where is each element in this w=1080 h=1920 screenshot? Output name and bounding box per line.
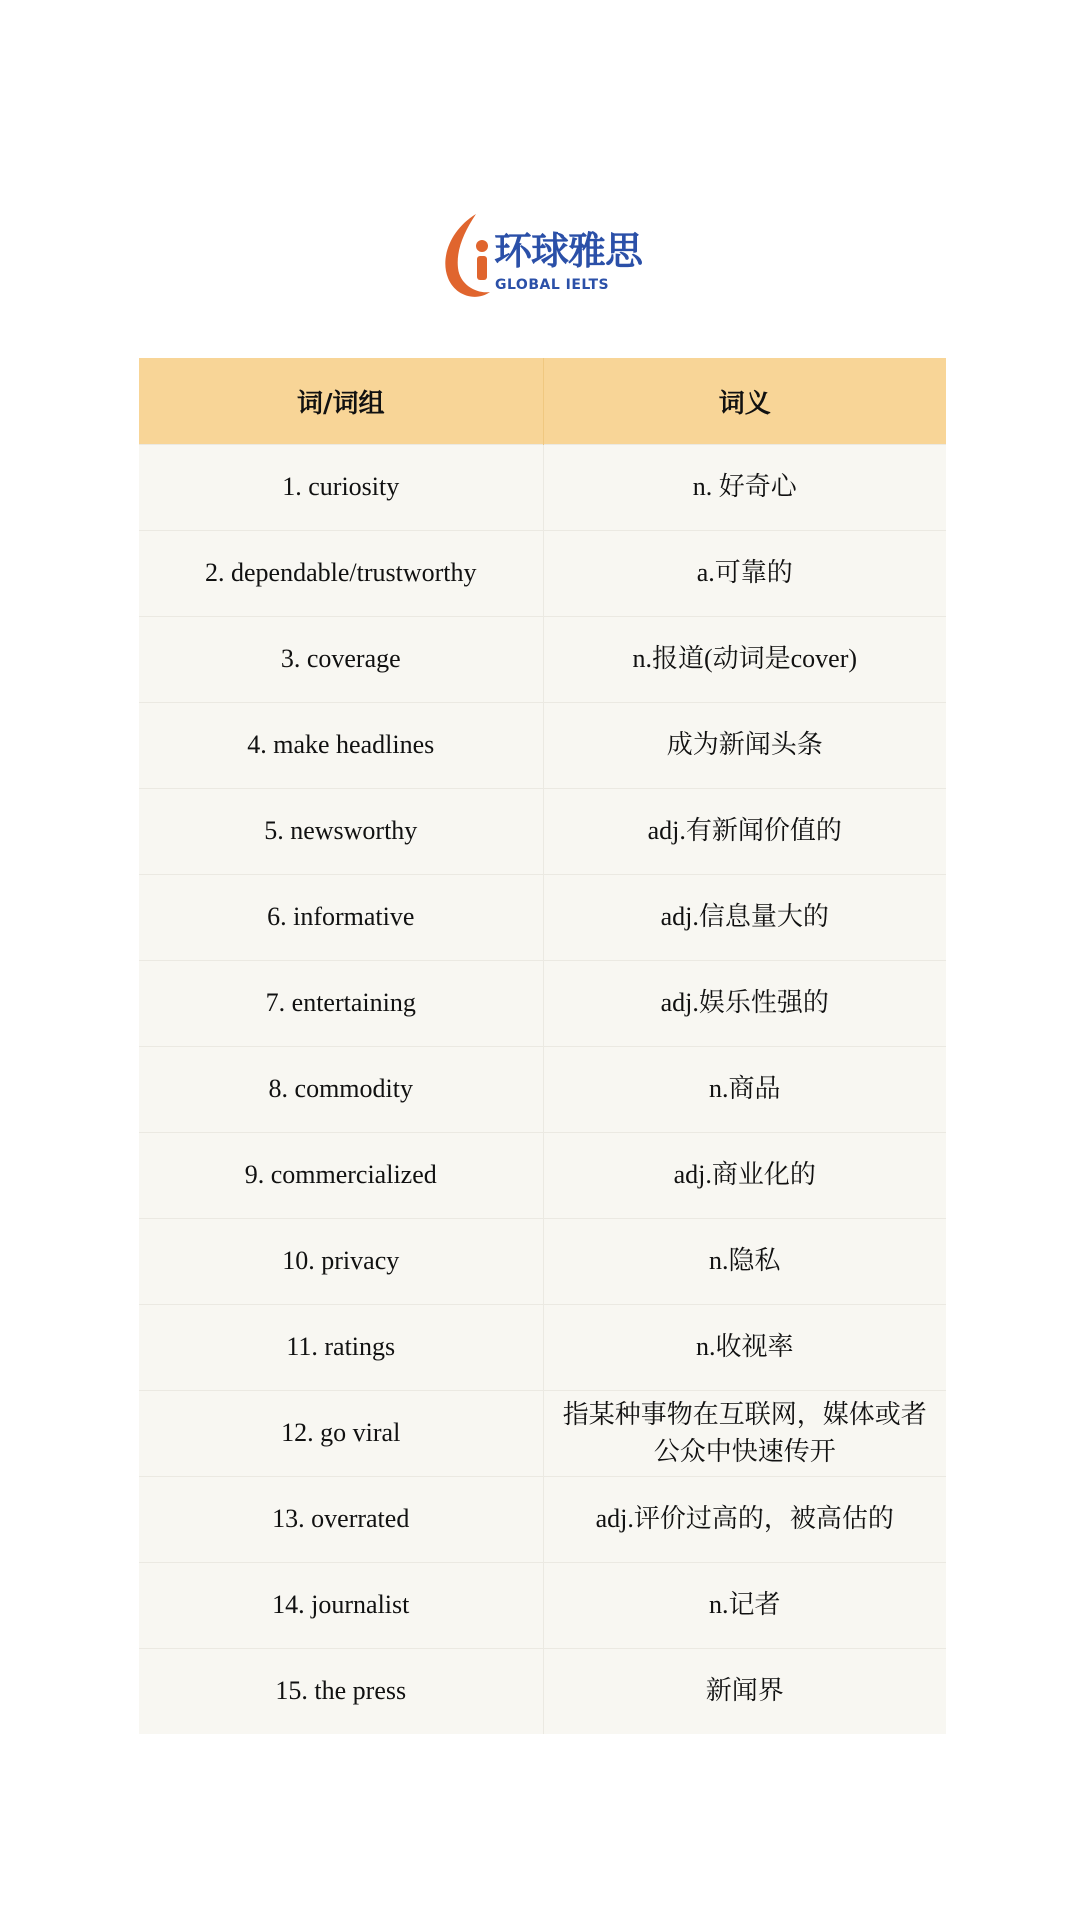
table-row	[139, 789, 946, 875]
meaning-cell: adj.有新闻价值的	[543, 789, 946, 875]
term-cell: 7. entertaining	[139, 961, 543, 1047]
meaning-cell: n.记者	[543, 1563, 946, 1649]
vocabulary-table	[139, 358, 946, 1734]
table-row	[139, 1649, 946, 1735]
meaning-cell: n.隐私	[543, 1219, 946, 1305]
table-row	[139, 1133, 946, 1219]
term-cell: 3. coverage	[139, 617, 543, 703]
table-row	[139, 617, 946, 703]
meaning-cell: n.报道(动词是cover)	[543, 617, 946, 703]
table-header-row	[139, 358, 946, 445]
meaning-cell: a.可靠的	[543, 531, 946, 617]
meaning-cell: adj.商业化的	[543, 1133, 946, 1219]
term-cell: 14. journalist	[139, 1563, 543, 1649]
table-row	[139, 1391, 946, 1477]
table-row	[139, 1477, 946, 1563]
meaning-cell: n.商品	[543, 1047, 946, 1133]
logo-chinese-text: 环球雅思	[494, 229, 643, 273]
term-cell: 5. newsworthy	[139, 789, 543, 875]
header-term: 词/词组	[139, 358, 543, 445]
table-row	[139, 445, 946, 531]
table-row	[139, 1563, 946, 1649]
meaning-cell: 指某种事物在互联网，媒体或者公众中快速传开	[543, 1391, 946, 1477]
meaning-cell: n. 好奇心	[543, 445, 946, 531]
table-row	[139, 1305, 946, 1391]
meaning-cell: adj.评价过高的，被高估的	[543, 1477, 946, 1563]
header-meaning: 词义	[543, 358, 946, 445]
term-cell: 2. dependable/trustworthy	[139, 531, 543, 617]
meaning-cell: 成为新闻头条	[543, 703, 946, 789]
term-cell: 1. curiosity	[139, 445, 543, 531]
table-row	[139, 875, 946, 961]
meaning-cell: 新闻界	[543, 1649, 946, 1735]
meaning-cell: adj.信息量大的	[543, 875, 946, 961]
term-cell: 6. informative	[139, 875, 543, 961]
logo-swoosh-icon	[438, 210, 498, 302]
meaning-cell: adj.娱乐性强的	[543, 961, 946, 1047]
table-row	[139, 1219, 946, 1305]
logo-english-text: GLOBAL IELTS	[495, 277, 610, 293]
term-cell: 9. commercialized	[139, 1133, 543, 1219]
term-cell: 12. go viral	[139, 1391, 543, 1477]
global-ielts-logo	[438, 210, 648, 302]
term-cell: 10. privacy	[139, 1219, 543, 1305]
table-row	[139, 703, 946, 789]
term-cell: 13. overrated	[139, 1477, 543, 1563]
term-cell: 11. ratings	[139, 1305, 543, 1391]
table-row	[139, 961, 946, 1047]
term-cell: 15. the press	[139, 1649, 543, 1735]
term-cell: 4. make headlines	[139, 703, 543, 789]
table-row	[139, 531, 946, 617]
meaning-cell: n.收视率	[543, 1305, 946, 1391]
term-cell: 8. commodity	[139, 1047, 543, 1133]
table-row	[139, 1047, 946, 1133]
